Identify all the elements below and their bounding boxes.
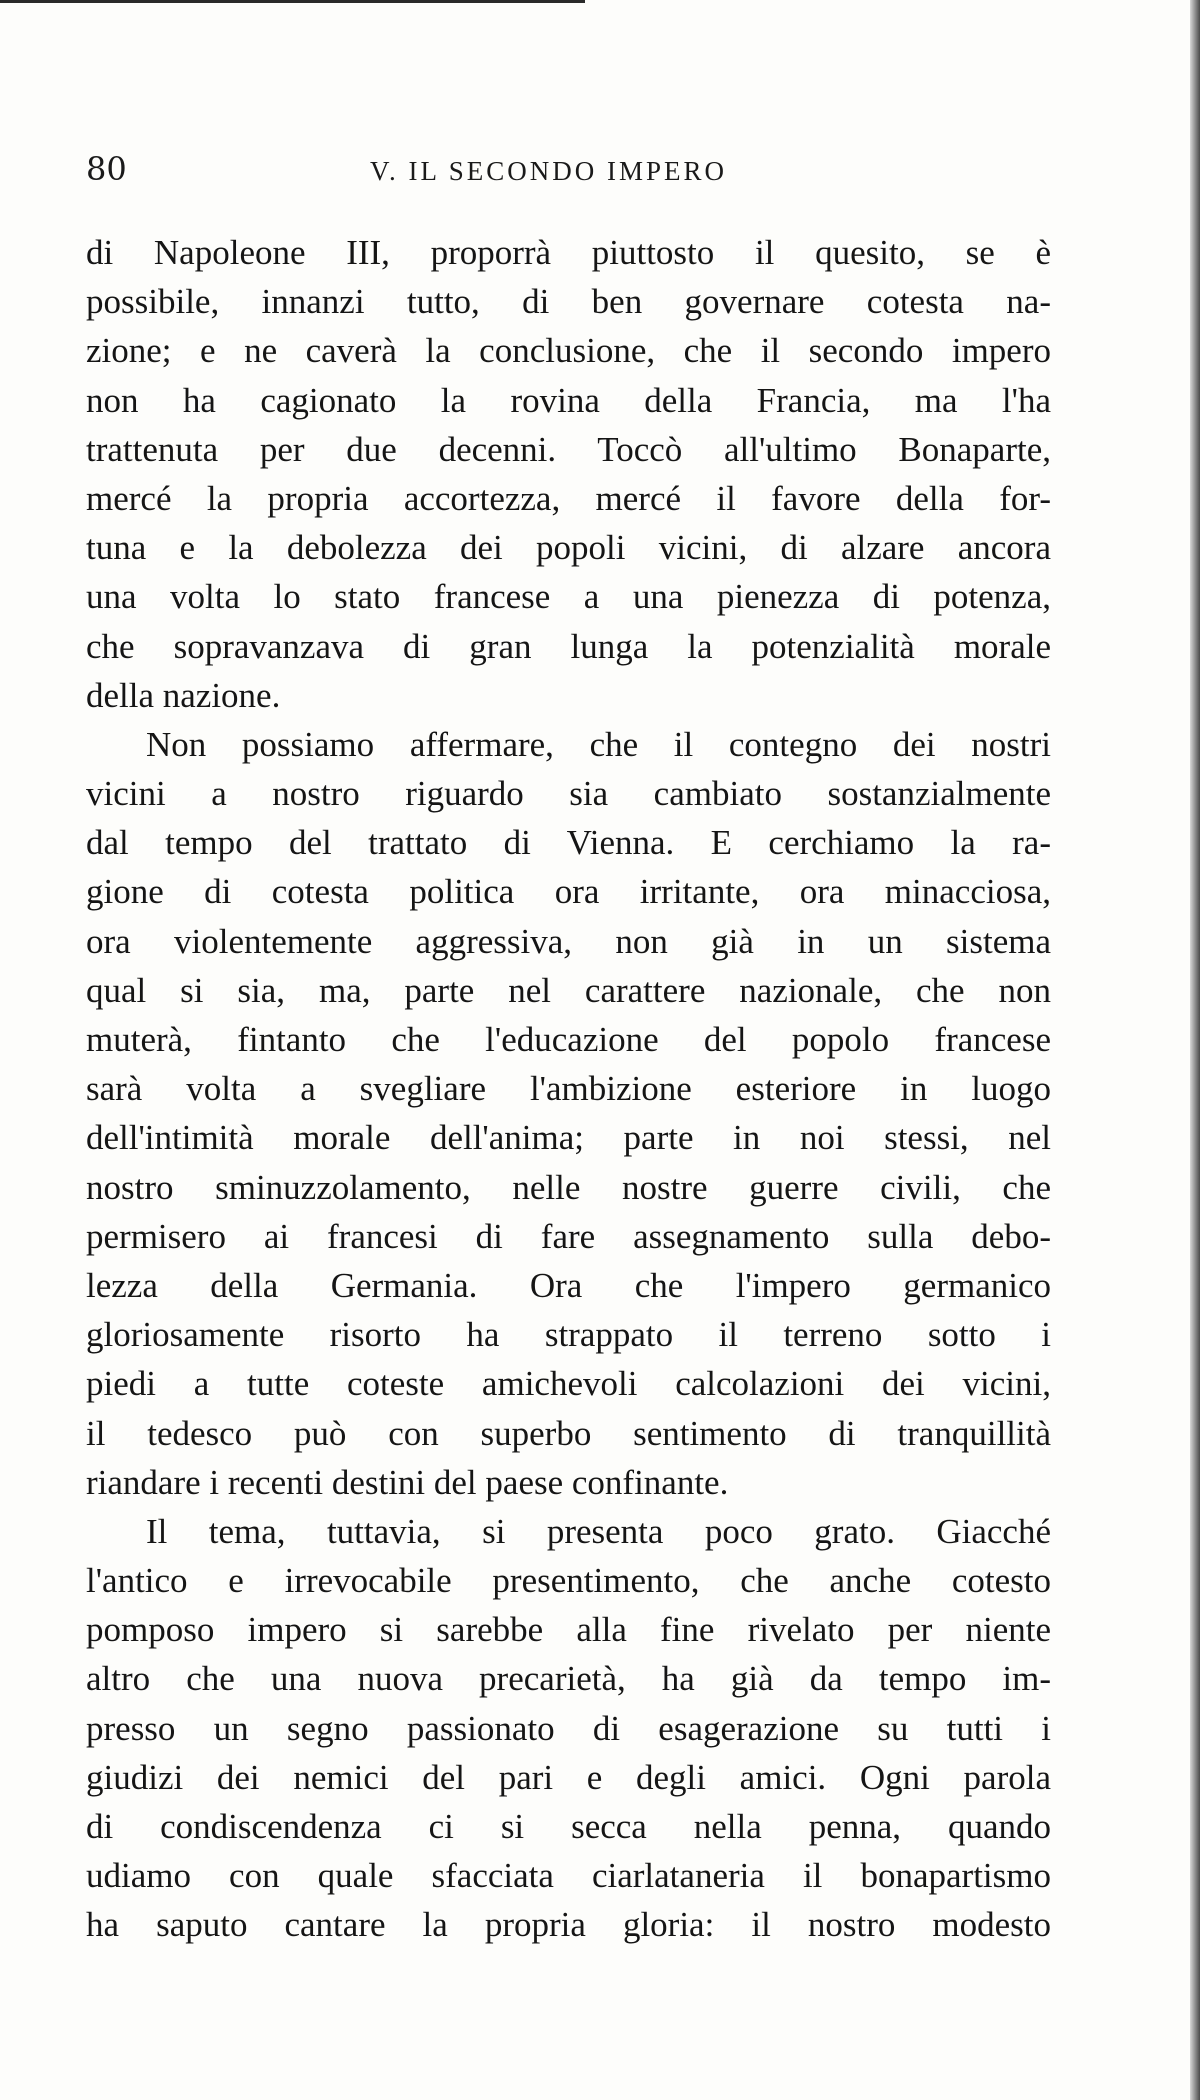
text-line: Non possiamo affermare, che il contegno dei nostri bbox=[146, 724, 1051, 764]
text-line: una volta lo stato francese a una pienezza di potenza, bbox=[86, 577, 1051, 617]
text-line: tuna e la debolezza dei popoli vicini, di alzare ancora bbox=[86, 528, 1051, 568]
text-line: di Napoleone III, proporrà piuttosto il quesito, se è bbox=[86, 233, 1051, 272]
text-line: udiamo con quale sfacciata ciarlataneria il bonapartismo bbox=[86, 1856, 1051, 1896]
paragraph bbox=[86, 720, 1051, 1507]
text-line: mercé la propria accortezza, mercé il favore della for- bbox=[86, 478, 1051, 518]
text-line: gloriosamente risorto ha strappato il terreno sotto i bbox=[86, 1315, 1051, 1355]
text-line: nostro sminuzzolamento, nelle nostre guerre civili, che bbox=[86, 1167, 1051, 1207]
page-edge-shadow bbox=[1190, 0, 1200, 2100]
text-line: l'antico e irrevocabile presentimento, che anche cotesto bbox=[86, 1561, 1051, 1601]
text-line: di condiscendenza ci si secca nella penna, quando bbox=[86, 1807, 1051, 1846]
page-number: 80 bbox=[86, 150, 127, 188]
text-line: trattenuta per due decenni. Toccò all'ultimo Bonaparte, bbox=[86, 429, 1051, 469]
text-line: pomposo impero si sarebbe alla fine rivelato per niente bbox=[86, 1610, 1051, 1650]
text-line: lezza della Germania. Ora che l'impero germanico bbox=[86, 1265, 1051, 1305]
text-line: Il tema, tuttavia, si presenta poco grato. Giacché bbox=[146, 1511, 1051, 1551]
text-line: possibile, innanzi tutto, di ben governare cotesta na- bbox=[86, 282, 1051, 322]
text-line: ha saputo cantare la propria gloria: il nostro modesto bbox=[86, 1905, 1051, 1945]
text-line: vicini a nostro riguardo sia cambiato sostanzialmente bbox=[86, 774, 1051, 814]
paragraph bbox=[86, 1507, 1051, 1950]
body-text bbox=[86, 228, 1051, 1950]
text-line: permisero ai francesi di fare assegnamento sulla debo- bbox=[86, 1216, 1051, 1256]
top-rule bbox=[0, 0, 585, 3]
text-line: della nazione. bbox=[86, 675, 281, 715]
text-line: non ha cagionato la rovina della Francia, ma l'ha bbox=[86, 380, 1051, 420]
text-line: dal tempo del trattato di Vienna. E cerchiamo la ra- bbox=[86, 823, 1051, 863]
text-line: ora violentemente aggressiva, non già in un sistema bbox=[86, 921, 1051, 961]
text-line: gione di cotesta politica ora irritante, ora minacciosa, bbox=[86, 872, 1051, 912]
text-line: presso un segno passionato di esagerazione su tutti i bbox=[86, 1708, 1051, 1748]
running-head: V. IL SECONDO IMPERO bbox=[370, 156, 728, 186]
text-line: riandare i recenti destini del paese confinante. bbox=[86, 1462, 729, 1502]
text-line: qual si sia, ma, parte nel carattere nazionale, che non bbox=[86, 970, 1051, 1010]
text-line: che sopravanzava di gran lunga la potenzialità morale bbox=[86, 626, 1051, 666]
text-line: piedi a tutte coteste amichevoli calcolazioni dei vicini, bbox=[86, 1364, 1051, 1404]
text-line: muterà, fintanto che l'educazione del popolo francese bbox=[86, 1020, 1051, 1059]
paragraph bbox=[86, 228, 1051, 720]
text-line: il tedesco può con superbo sentimento di tranquillità bbox=[86, 1413, 1051, 1453]
text-line: sarà volta a svegliare l'ambizione esteriore in luogo bbox=[86, 1069, 1051, 1109]
text-line: dell'intimità morale dell'anima; parte in noi stessi, nel bbox=[86, 1118, 1051, 1158]
text-line: giudizi dei nemici del pari e degli amici. Ogni parola bbox=[86, 1757, 1051, 1797]
text-line: altro che una nuova precarietà, ha già da tempo im- bbox=[86, 1659, 1051, 1699]
text-line: zione; e ne caverà la conclusione, che il secondo impero bbox=[86, 331, 1051, 371]
